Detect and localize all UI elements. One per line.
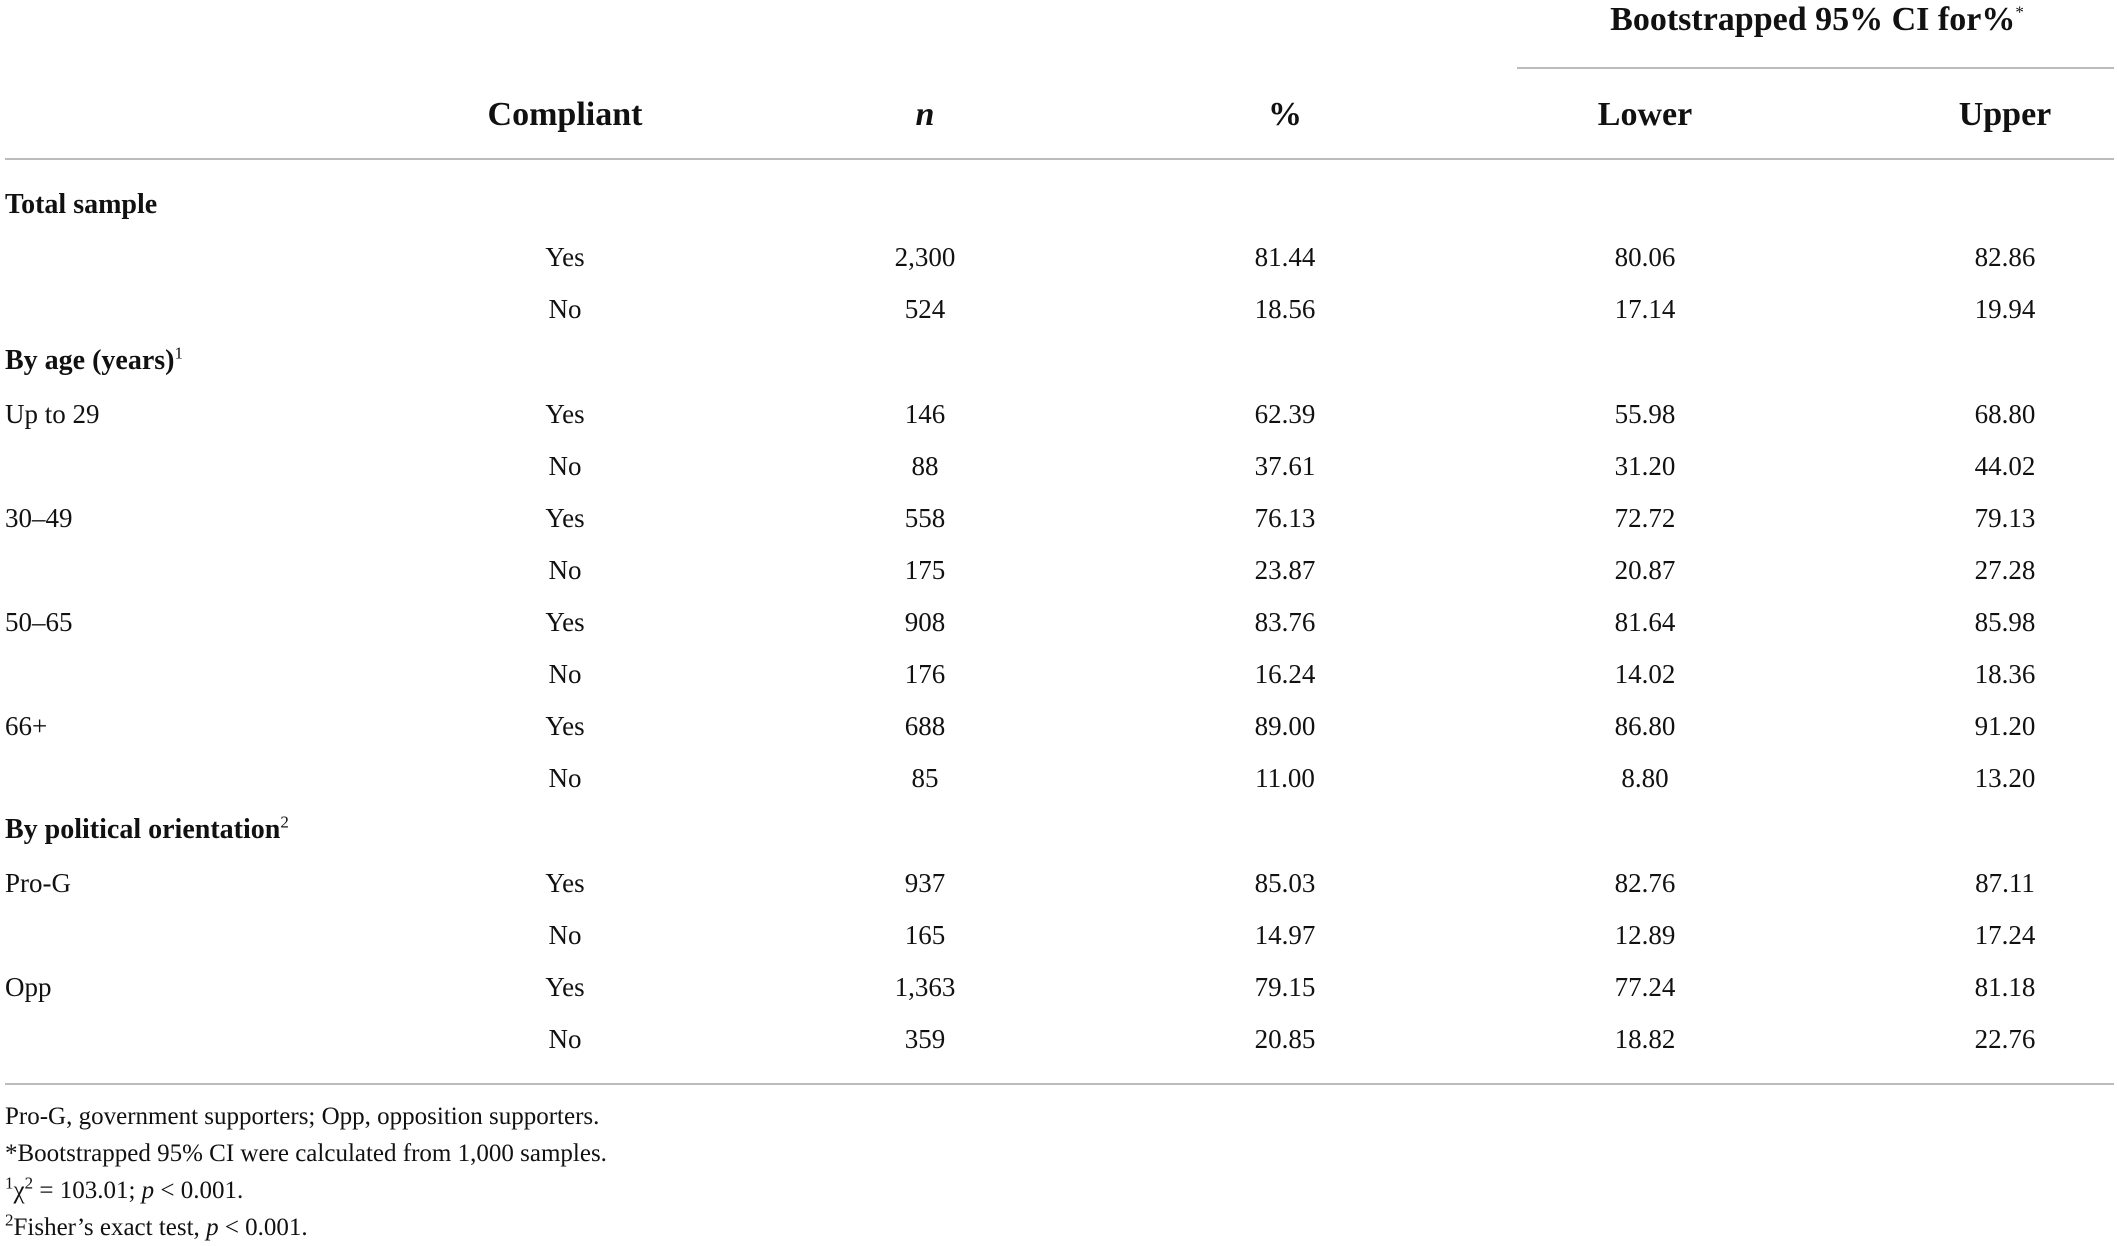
section-title-total: Total sample [5, 189, 158, 220]
col-header-n: n [915, 96, 935, 133]
cell-n: 85 [911, 763, 939, 793]
cell-upper: 82.86 [1974, 242, 2036, 272]
cell-group: Opp [5, 972, 52, 1002]
cell-n: 165 [904, 920, 946, 950]
cell-compliant: No [548, 763, 582, 793]
cell-compliant: No [548, 555, 582, 585]
cell-upper: 87.11 [1975, 868, 2035, 898]
section-title-political: By political orientation$^2$ [5, 812, 289, 845]
footnote-star: *Bootstrapped 95% CI were calculated from 1,000 samples. [5, 1140, 607, 1167]
cell-n: 175 [904, 555, 946, 585]
cell-compliant: No [548, 920, 582, 950]
ci-group-header: Bootstrapped 95% CI for%* [1610, 1, 2024, 38]
cell-n: 524 [904, 294, 946, 324]
cell-group: 66+ [5, 711, 48, 741]
cell-upper: 17.24 [1974, 920, 2036, 950]
cell-compliant: Yes [545, 711, 585, 741]
cell-percent: 89.00 [1254, 711, 1316, 741]
table-bottom-rule [5, 1083, 2114, 1085]
cell-n: 1,363 [894, 972, 956, 1002]
cell-percent: 81.44 [1254, 242, 1316, 272]
cell-compliant: Yes [545, 972, 585, 1002]
cell-n: 558 [904, 503, 946, 533]
cell-upper: 27.28 [1974, 555, 2036, 585]
cell-n: 908 [904, 607, 946, 637]
section-title-age: By age (years)$^1$ [5, 343, 184, 376]
cell-compliant: Yes [545, 242, 585, 272]
cell-n: 937 [904, 868, 946, 898]
cell-group: Pro-G [5, 868, 71, 898]
cell-compliant: Yes [545, 399, 585, 429]
cell-lower: 80.06 [1614, 242, 1676, 272]
cell-lower: 14.02 [1614, 659, 1676, 689]
cell-lower: 55.98 [1614, 399, 1676, 429]
cell-lower: 86.80 [1614, 711, 1676, 741]
cell-compliant: Yes [545, 868, 585, 898]
cell-lower: 77.24 [1614, 972, 1676, 1002]
cell-percent: 37.61 [1254, 451, 1316, 481]
cell-lower: 72.72 [1614, 503, 1676, 533]
cell-lower: 82.76 [1614, 868, 1676, 898]
cell-lower: 31.20 [1614, 451, 1676, 481]
cell-lower: 81.64 [1614, 607, 1676, 637]
cell-upper: 81.18 [1974, 972, 2036, 1002]
col-header-lower: Lower [1597, 96, 1693, 133]
footnote-1: $^1\chi^2 = 103.01$; p < 0.001. [5, 1173, 244, 1204]
cell-n: 88 [911, 451, 939, 481]
cell-percent: 62.39 [1254, 399, 1316, 429]
footnote-abbreviations: Pro-G, government supporters; Opp, opposition supporters. [5, 1103, 600, 1130]
cell-percent: 85.03 [1254, 868, 1316, 898]
cell-upper: 13.20 [1974, 763, 2036, 793]
cell-percent: 23.87 [1254, 555, 1316, 585]
header-bottom-rule [5, 158, 2114, 160]
footnote-2: $^2$Fisher’s exact test, p < 0.001. [5, 1210, 308, 1241]
cell-percent: 20.85 [1254, 1024, 1316, 1054]
cell-lower: 17.14 [1614, 294, 1676, 324]
cell-group: 50–65 [5, 607, 73, 637]
cell-percent: 18.56 [1254, 294, 1316, 324]
cell-compliant: Yes [545, 607, 585, 637]
cell-compliant: No [548, 451, 582, 481]
cell-n: 359 [904, 1024, 946, 1054]
cell-upper: 91.20 [1974, 711, 2036, 741]
cell-n: 146 [904, 399, 946, 429]
cell-lower: 12.89 [1614, 920, 1676, 950]
cell-lower: 18.82 [1614, 1024, 1676, 1054]
cell-compliant: No [548, 1024, 582, 1054]
col-header-compliant: Compliant [487, 96, 643, 133]
cell-upper: 22.76 [1974, 1024, 2036, 1054]
cell-lower: 20.87 [1614, 555, 1676, 585]
ci-group-rule [1517, 67, 2114, 69]
cell-n: 2,300 [894, 242, 956, 272]
col-header-percent: % [1268, 96, 1302, 133]
cell-compliant: No [548, 659, 582, 689]
cell-lower: 8.80 [1621, 763, 1669, 793]
cell-percent: 11.00 [1255, 763, 1315, 793]
cell-percent: 16.24 [1254, 659, 1316, 689]
cell-percent: 83.76 [1254, 607, 1316, 637]
cell-percent: 14.97 [1254, 920, 1316, 950]
col-header-upper: Upper [1958, 96, 2052, 133]
cell-upper: 19.94 [1974, 294, 2036, 324]
cell-percent: 76.13 [1254, 503, 1316, 533]
cell-compliant: Yes [545, 503, 585, 533]
cell-upper: 85.98 [1974, 607, 2036, 637]
cell-compliant: No [548, 294, 582, 324]
cell-upper: 18.36 [1974, 659, 2036, 689]
cell-group: 30–49 [5, 503, 73, 533]
cell-n: 688 [904, 711, 946, 741]
cell-upper: 79.13 [1974, 503, 2036, 533]
cell-upper: 68.80 [1974, 399, 2036, 429]
cell-upper: 44.02 [1974, 451, 2036, 481]
cell-n: 176 [904, 659, 946, 689]
cell-percent: 79.15 [1254, 972, 1316, 1002]
cell-group: Up to 29 [5, 399, 100, 429]
